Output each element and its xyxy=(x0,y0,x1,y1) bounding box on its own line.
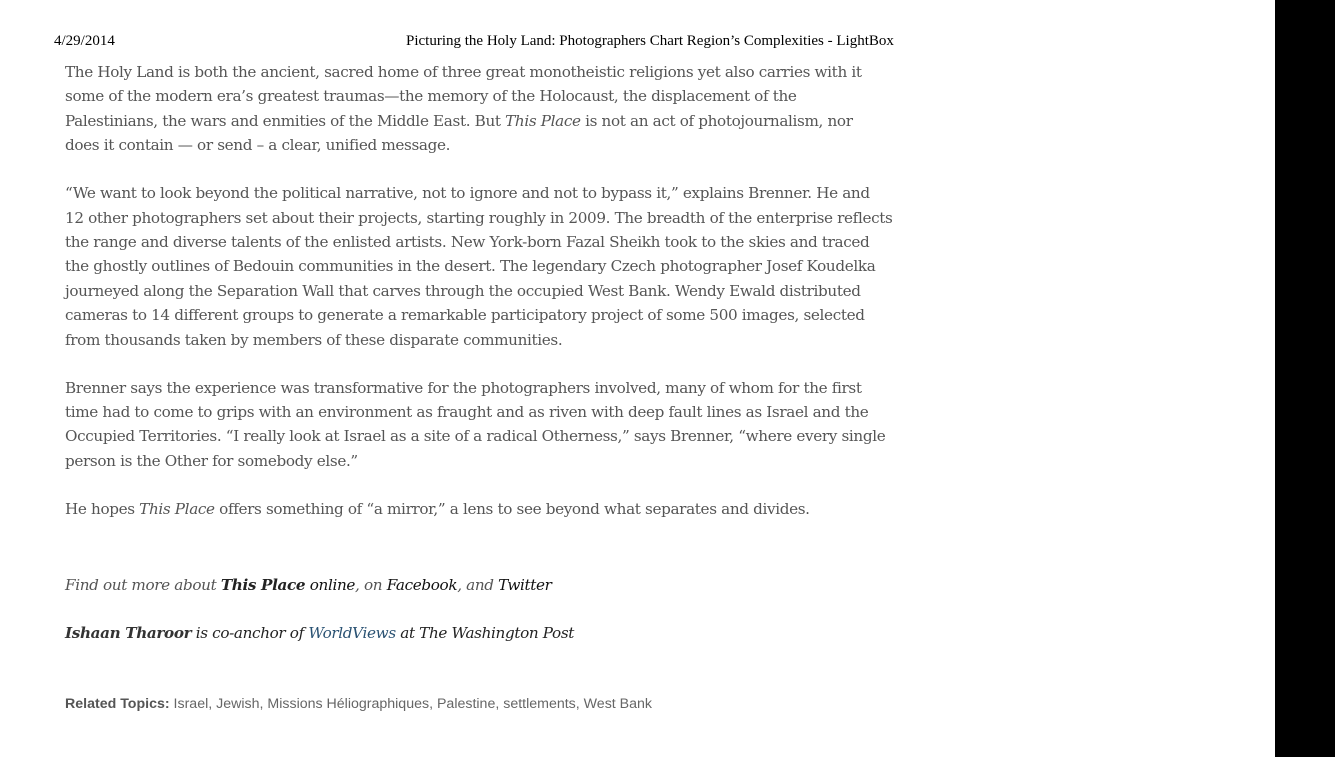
text-run: is not an act of photojournalism, nor xyxy=(580,111,853,130)
related-topic-link[interactable]: settlements xyxy=(503,696,576,712)
text-run: Find out more about xyxy=(65,576,221,595)
paragraph-transformative xyxy=(65,376,935,474)
related-topic-link[interactable]: Palestine xyxy=(436,696,496,712)
twitter-link[interactable]: Twitter xyxy=(498,576,552,595)
related-topic-link[interactable]: Israel xyxy=(173,696,209,712)
text-line: The Holy Land is both the ancient, sacred home of three great monotheistic religions yet also carries with it xyxy=(65,63,862,81)
emphasis-this-place: This Place xyxy=(139,499,215,518)
text-line: Brenner says the experience was transformative for the photographers involved, many of whom for the first xyxy=(65,378,862,397)
text-run: He hopes xyxy=(65,499,140,518)
text-line xyxy=(65,497,935,521)
author-name: Ishaan Tharoor xyxy=(65,624,192,643)
text-line: 12 other photographers set about their projects, starting roughly in 2009. The breadth of the enterprise reflects xyxy=(65,208,893,227)
paragraph-spacer xyxy=(65,352,935,376)
text-line: time had to come to grips with an environment as fraught and as riven with deep fault lines as Israel and the xyxy=(65,403,869,422)
emphasis-this-place: This Place xyxy=(505,111,581,130)
black-margin-bar xyxy=(1275,0,1335,757)
paragraph-spacer xyxy=(65,473,935,497)
online-link[interactable]: online xyxy=(305,576,356,595)
text-line: cameras to 14 different groups to generate a remarkable participatory project of some 500 images, selected xyxy=(65,306,865,325)
paragraph-mirror xyxy=(65,497,935,521)
paragraph-photographers xyxy=(65,181,935,352)
text-line: from thousands taken by members of these disparate communities. xyxy=(65,330,563,349)
text-line: the range and diverse talents of the enlisted artists. New York-born Fazal Sheikh took to the skies and traced xyxy=(65,233,870,252)
related-topics xyxy=(65,696,652,712)
text-run: offers something of “a mirror,” a lens to see beyond what separates and divides. xyxy=(214,499,810,518)
print-page-title: Picturing the Holy Land: Photographers Chart Region’s Complexities - LightBox xyxy=(406,33,894,49)
print-date: 4/29/2014 xyxy=(54,33,115,49)
text-line xyxy=(65,621,935,645)
text-line: journeyed along the Separation Wall that carves through the occupied West Bank. Wendy Ewald distributed xyxy=(65,281,861,300)
text-line: the ghostly outlines of Bedouin communities in the desert. The legendary Czech photographer Josef Koudelka xyxy=(65,257,876,276)
text-run: , on xyxy=(355,576,387,595)
text-line: “We want to look beyond the political narrative, not to ignore and not to bypass it,” explains Brenner. He and xyxy=(65,184,870,203)
text-line xyxy=(65,573,935,597)
text-line: some of the modern era’s greatest traumas—the memory of the Holocaust, the displacement of the xyxy=(65,87,797,106)
related-topics-list: Israel, Jewish, Missions Héliographiques, Palestine, settlements, West Bank xyxy=(173,696,653,712)
text-line xyxy=(65,109,935,133)
print-header xyxy=(0,33,1275,51)
article-body xyxy=(65,60,935,646)
text-line: person is the Other for somebody else.” xyxy=(65,451,358,470)
text-run: Palestinians, the wars and enmities of the Middle East. But xyxy=(65,111,506,130)
related-topics-label: Related Topics: xyxy=(65,696,170,712)
paragraph-holy-land xyxy=(65,60,935,158)
facebook-link[interactable]: Facebook xyxy=(386,576,458,595)
this-place-link[interactable]: This Place xyxy=(220,576,306,595)
worldviews-link[interactable]: WorldViews xyxy=(308,624,396,643)
text-line: Occupied Territories. “I really look at Israel as a site of a radical Otherness,” says Brenner, “where every single xyxy=(65,427,886,446)
related-topic-link[interactable]: Missions Héliographiques xyxy=(267,696,430,712)
text-run: at The Washington Post xyxy=(395,624,575,643)
text-line: does it contain — or send – a clear, unified message. xyxy=(65,136,451,155)
find-out-more xyxy=(65,573,935,597)
section-spacer xyxy=(65,598,935,622)
author-byline xyxy=(65,621,935,645)
related-topic-link[interactable]: West Bank xyxy=(583,696,653,712)
related-topic-link[interactable]: Jewish xyxy=(216,696,260,712)
paragraph-spacer xyxy=(65,158,935,182)
text-run: , and xyxy=(457,576,499,595)
section-spacer xyxy=(65,521,935,573)
text-run: is co-anchor of xyxy=(191,624,309,643)
